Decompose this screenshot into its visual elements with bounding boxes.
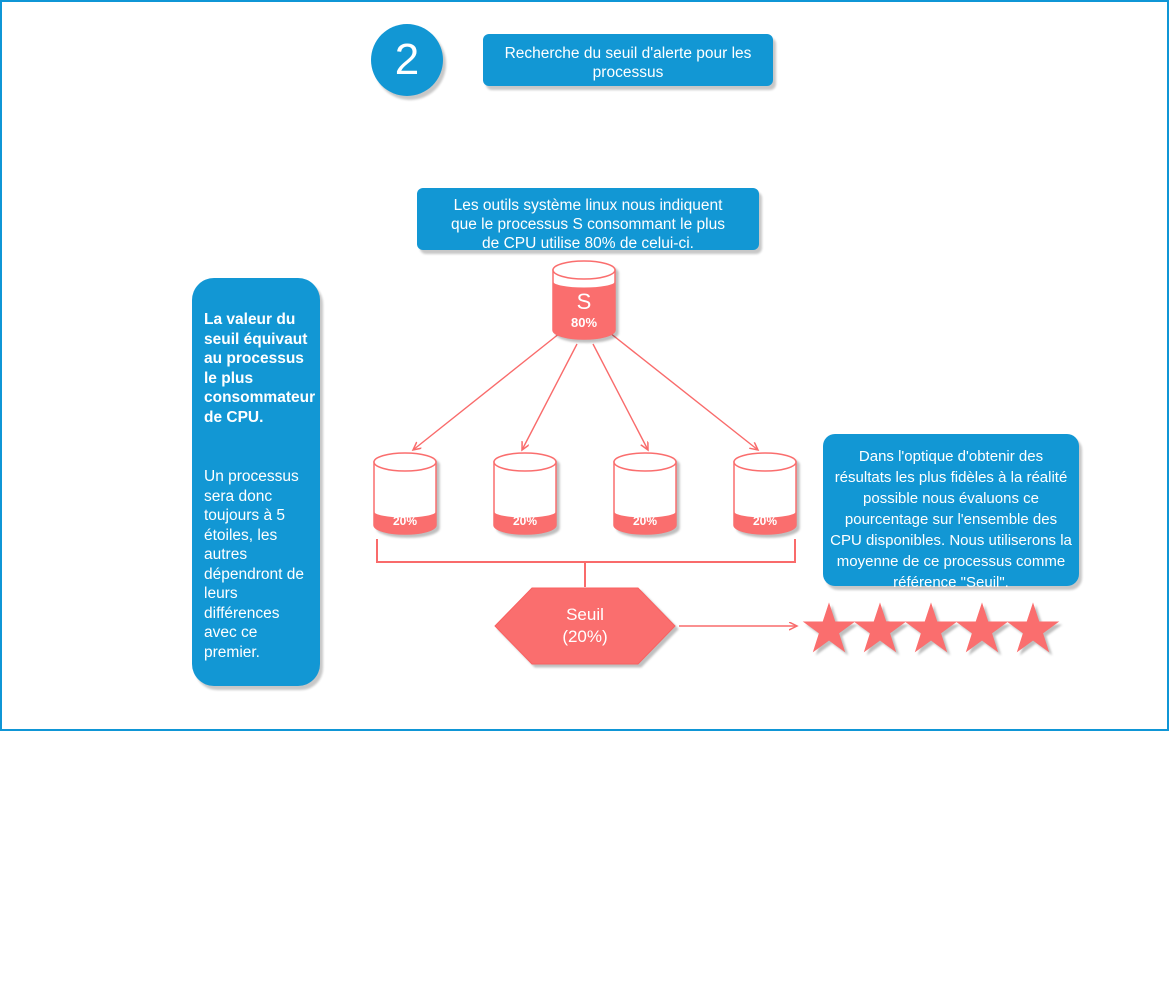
arrow-s-to-cpu4 [610,333,758,450]
process-s-name: S [576,289,592,314]
star-icon [906,604,955,651]
cpu2-usage-label: 20% [512,514,538,528]
star-icon [804,604,853,651]
star-icon [1008,604,1057,651]
star-icon [855,604,904,651]
page-title: Recherche du seuil d'alerte pour les processus [504,45,752,81]
cpu1-usage-label: 20% [392,514,418,528]
step-number-badge [371,24,443,96]
seuil-hexagon-label [495,604,675,648]
callout-seuil-value [192,278,320,686]
bracket-line [377,539,795,562]
callout-seuil-value-bold: La valeur du seuil équivaut au processus le plus consommateur de CPU. [204,311,316,426]
step-number: 2 [394,35,420,84]
fanout-arrows [413,333,758,450]
arrow-s-to-cpu3 [593,344,648,450]
title-box [483,34,773,86]
callout-system-tools [417,188,759,250]
process-s-usage: 80% [570,315,598,330]
arrow-s-to-cpu2 [522,344,577,450]
callout-seuil-value-rest: Un processus sera donc toujours à 5 étoiles, les autres dépendront de leurs différences avec ce premier. [204,468,304,661]
cpu4-usage-label: 20% [752,514,778,528]
callout-average-method [823,434,1079,591]
cpu3-usage-label: 20% [632,514,658,528]
arrow-s-to-cpu1 [413,333,560,450]
callout-system-tools-text: Les outils système linux nous indiquent que le processus S consommant le plus de CPU utilise 80% de celui-ci. [451,197,725,252]
callout-average-method-text: Dans l'optique d'obtenir des résultats les plus fidèles à la réalité possible nous évaluons ce pourcentage sur l'ensemble des CPU disponibles. Nous utiliserons la moyenne de ce processus comme référence "Seuil". [830,448,1072,591]
stars-group [804,604,1057,651]
gather-bracket [377,539,795,587]
seuil-title: Seuil [566,605,604,624]
process-s-label [553,290,615,331]
star-icon [957,604,1006,651]
seuil-value: (20%) [562,627,608,646]
